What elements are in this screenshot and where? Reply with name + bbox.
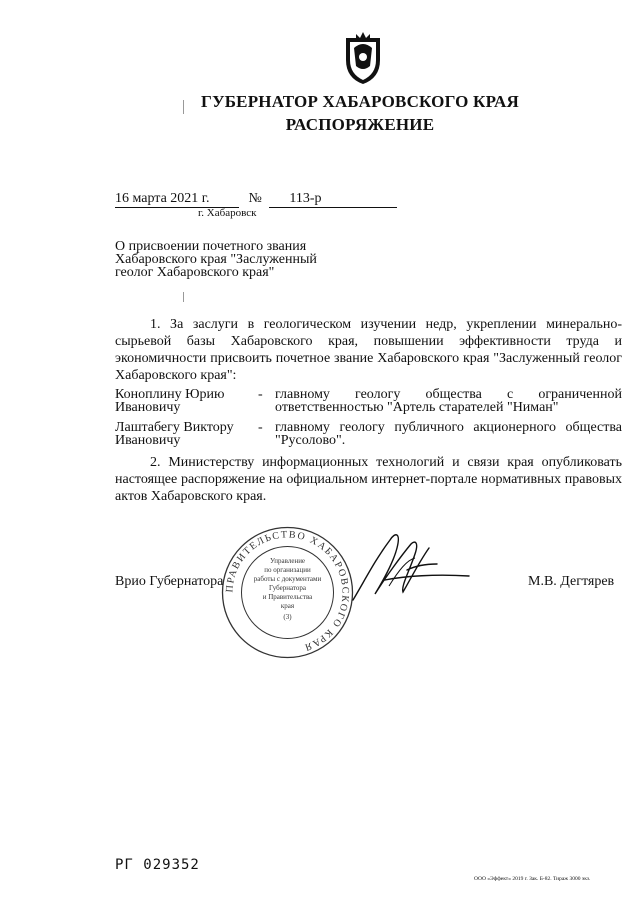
document-type: РАСПОРЯЖЕНИЕ (285, 115, 435, 134)
awardee-name: Лаштабегу Виктору Ивановичу (115, 420, 234, 448)
coat-of-arms-icon (340, 30, 386, 86)
seal-line: по организации (264, 566, 311, 574)
date-number-line (115, 191, 397, 208)
awardee-dash: - (258, 387, 263, 402)
seal-line: Управление (269, 557, 306, 565)
page-title: ГУБЕРНАТОР ХАБАРОВСКОГО КРАЯ (201, 92, 519, 111)
document-city: г. Хабаровск (198, 207, 257, 219)
official-seal (220, 525, 355, 660)
awardee-position: главному геологу общества с ограниченной ответственностью "Артель старателей "Ниман" (275, 387, 622, 415)
seal-line: (3) (283, 613, 292, 621)
handwritten-signature (345, 520, 475, 615)
seal-line: края (280, 602, 295, 610)
seal-line: и Правительства (262, 593, 313, 601)
awardee-dash: - (258, 420, 263, 435)
document-date: 16 марта 2021 г. (115, 191, 239, 208)
signatory-role: Врио Губернатора (115, 574, 224, 589)
margin-mark (183, 292, 184, 302)
awardee-position: главному геологу публичного акционерного общества "Русолово". (275, 420, 622, 448)
document-subject: О присвоении почетного звания Хабаровского края "Заслуженный геолог Хабаровского края" (115, 239, 317, 280)
registration-number: РГ 029352 (115, 857, 200, 873)
seal-line: Губернатора (268, 584, 307, 592)
awardee-name: Коноплину Юрию Ивановичу (115, 387, 225, 415)
margin-mark (183, 100, 184, 114)
signatory-name: М.В. Дегтярев (528, 574, 615, 589)
paragraph-1: 1. За заслуги в геологическом изучении недр, укреплении минерально-сырьевой базы Хабаровского края, повышении эффективности труда и экономичности присвоить почетное звание Хабаровского края "Заслуженный геолог Хабаровского края": (115, 317, 622, 383)
print-info: ООО «Эффект» 2019 г. Зак. Б-82. Тираж 3000 экз. (474, 876, 591, 882)
seal-line: работы с документами (253, 575, 322, 583)
document-number: 113-р (269, 191, 397, 208)
seal-ring-text: ПРАВИТЕЛЬСТВО ХАБАРОВСКОГО КРАЯ (224, 529, 351, 653)
paragraph-2: 2. Министерству информационных технологий и связи края опубликовать настоящее распоряжение на официальном интернет-портале нормативных правовых актов Хабаровского края. (115, 455, 622, 504)
number-sign: № (248, 191, 262, 206)
